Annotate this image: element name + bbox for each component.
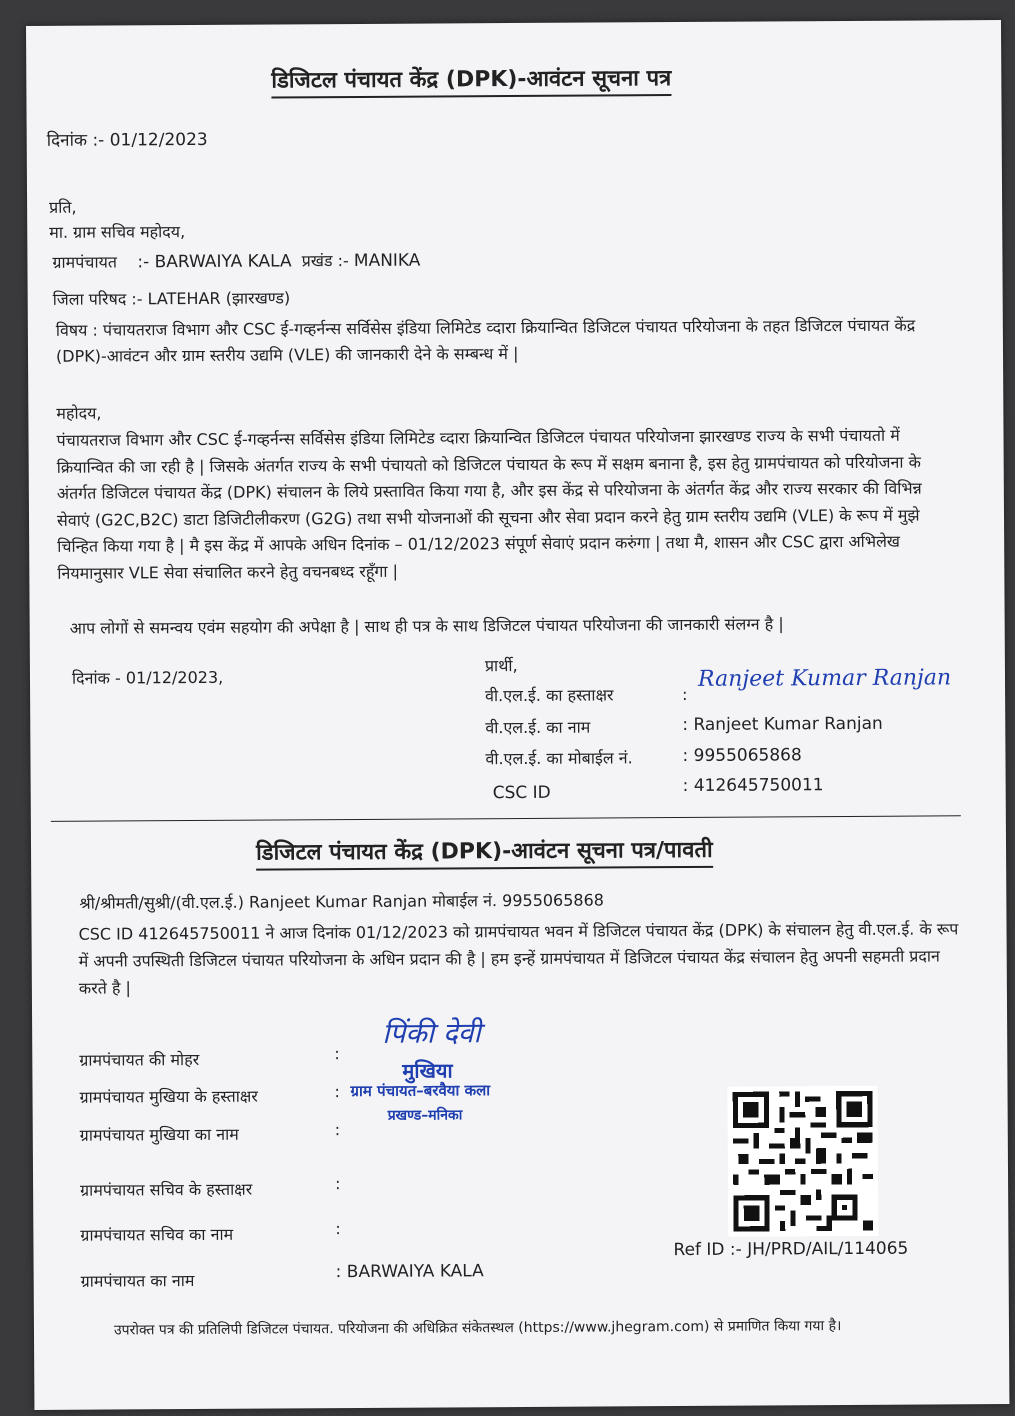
section-divider [51,815,961,822]
table-row-label: ग्रामपंचायत मुखिया के हस्ताक्षर [79,1086,258,1107]
body-paragraph: पंचायतराज विभाग और CSC ई-गव्हर्नन्स सर्विसेस इंडिया लिमिटेड व्दारा क्रियान्वित डिजिटल पंचायत परियोजना झारखण्ड राज्य के सभी पंचायतो में क्रियान्वित की जा रही है | जिसके अंतर्गत राज्य के सभी पंचायतो को डिजिटल पंचायत के रूप में सक्षम बनाना है, इस हेतु ग्रामपंचायत को परियोजना के अंतर्गत डिजिटल पंचायत केंद्र (DPK) संचालन के लिये प्रस्तावित किया गया है, और इस केंद्र से परियोजना के अंतर्गत केंद्र और राज्य सरकार की विभिन्न सेवाएं (G2C,B2C) डाटा डिजिटीलीकरण (G2G) तथा सभी योजनाओं की सूचना और सेवा प्रदान करने हेतु ग्राम स्तरीय उद्यमि (VLE) के रूप में मुझे चिन्हित किया गया है | मै इस केंद्र में आपके अधिन दिनांक – 01/12/2023 संपूर्ण सेवाएं प्रदान करुंगा | तथा मै, शासन और CSC द्वारा अभिलेख नियमानुसार VLE सेवा संचालित करने हेतु वचनबध्द रहूँगा | [56,425,922,583]
district-line: जिला परिषद :- LATEHAR (झारखण्ड) [52,288,291,309]
table-row-label: ग्रामपंचायत सचिव का नाम [80,1224,234,1245]
gp-label: ग्रामपंचायत [52,252,118,272]
vle-signature-colon: : [682,684,688,705]
gp-value: :- BARWAIYA KALA [137,251,292,273]
vle-signature-label: वी.एल.ई. का हस्ताक्षर [485,685,614,706]
addressee: मा. ग्राम सचिव महोदय, [49,222,186,242]
date-line: दिनांक :- 01/12/2023 [46,129,208,151]
date-second: दिनांक - 01/12/2023, [71,667,224,688]
block-label: प्रखंड :- [301,251,349,271]
block-value: MANIKA [353,250,421,272]
gp-line [52,251,420,273]
table-row-value: : [334,1082,340,1102]
stamp-line: मुखिया [402,1058,453,1083]
stamp-line: ग्राम पंचायत–बरवैया कला [350,1081,491,1101]
table-row-value: : BARWAIYA KALA [335,1261,484,1283]
ack-first-line: श्री/श्रीमती/सुश्री/(वी.एल.ई.) Ranjeet Kumar Ranjan मोबाईल नं. 9955065868 [79,890,604,913]
qr-code-icon [727,1086,878,1237]
applicant-label: प्रार्थी, [484,656,518,676]
table-row-label: ग्रामपंचायत की मोहर [79,1049,200,1070]
csc-id-label: CSC ID [492,782,551,804]
table-row-label: ग्रामपंचायत सचिव के हस्ताक्षर [80,1179,253,1200]
vle-name-label: वी.एल.ई. का नाम [485,717,591,738]
vle-signature: Ranjeet Kumar Ranjan [697,665,952,692]
closing-paragraph: आप लोगों से समन्वय एवंम सहयोग की अपेक्षा है | साथ ही पत्र के साथ डिजिटल पंचायत परियोजना की जानकारी संलग्न है | [69,614,784,638]
ack-paragraph: CSC ID 412645750011 ने आज दिनांक 01/12/2023 को ग्रामपंचायत भवन में डिजिटल पंचायत केंद्र (DPK) के संचालन हेतु वी.एल.ई. के रूप में अपनी उपस्थिती डिजिटल पंचायत परियोजना के अधिन प्रदान की है | हम इन्हें ग्रामपंचायत में डिजिटल पंचायत केंद्र संचालन हेतु अपनी सहमती प्रदान करते है | [78,919,959,998]
csc-id-value: : 412645750011 [682,775,824,797]
acknowledgement-title: डिजिटल पंचायत केंद्र (DPK)-आवंटन सूचना पत्र/पावती [256,834,713,871]
vle-mobile-value: : 9955065868 [682,745,802,767]
mukhiya-signature: पिंकी देवी [382,1016,481,1050]
page-title: डिजिटल पंचायत केंद्र (DPK)-आवंटन सूचना पत्र [271,62,671,98]
vle-name-value: : Ranjeet Kumar Ranjan [682,713,883,736]
stamp-line: प्रखण्ड–मनिका [387,1107,463,1124]
table-row-value: : [334,1044,340,1064]
table-row-value: : [335,1174,341,1194]
table-row-value: : [335,1219,341,1239]
reference-id: Ref ID :- JH/PRD/AIL/114065 [673,1238,909,1261]
table-row-value: : [334,1120,341,1140]
table-row-label: ग्रामपंचायत का नाम [80,1270,195,1291]
letter-page [26,20,1009,1410]
subject-paragraph: विषय : पंचायतराज विभाग और CSC ई-गव्हर्नन्स सर्विसेस इंडिया लिमिटेड व्दारा क्रियान्वित डिजिटल पंचायत परियोजना के तहत डिजिटल पंचायत केंद्र (DPK)-आवंटन और ग्राम स्तरीय उद्यमि (VLE) की जानकारी देने के सम्बन्ध में | [55,315,916,366]
table-row-label: ग्रामपंचायत मुखिया का नाम [79,1124,239,1145]
vle-mobile-label: वी.एल.ई. का मोबाईल नं. [485,748,633,769]
salutation: महोदय, [56,403,102,423]
prati-text: प्रति, [49,197,77,217]
footer-note: उपरोक्त पत्र की प्रतिलिपी डिजिटल पंचायत. परियोजना की अधिक्रित संकेतस्थल (https://www.jhegram.com) से प्रमाणित किया गया है। [113,1318,842,1339]
